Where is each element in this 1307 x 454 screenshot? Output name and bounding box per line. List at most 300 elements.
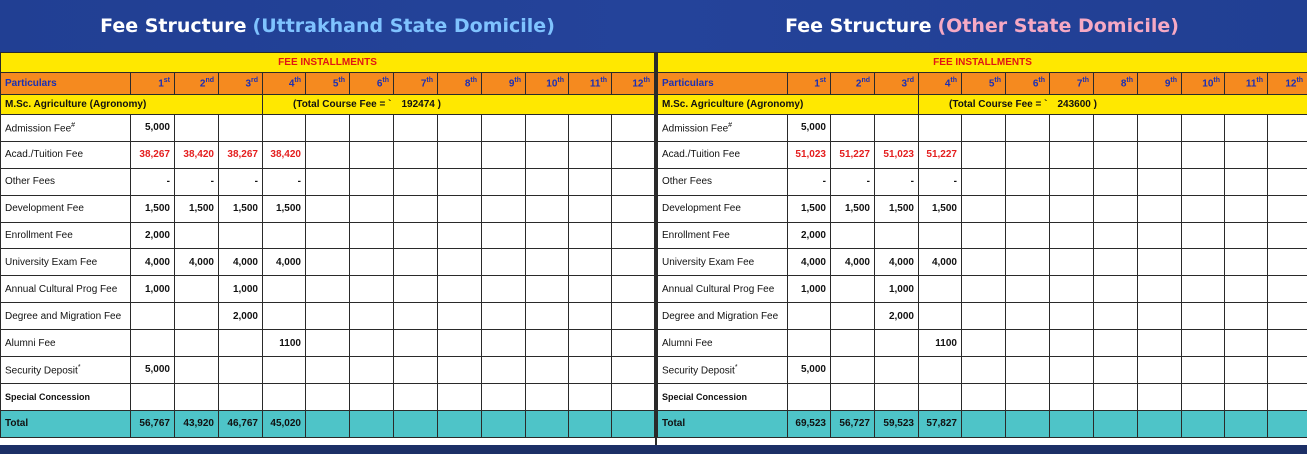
fee-cell <box>1138 141 1182 168</box>
fee-label-text: Other Fees <box>662 176 713 188</box>
fee-cell <box>1138 195 1182 222</box>
fee-label-text: Development Fee <box>662 203 741 215</box>
installment-number: 12 <box>632 78 644 90</box>
fee-row <box>658 303 1307 330</box>
total-label: Total <box>658 410 788 437</box>
fee-cell <box>526 276 569 303</box>
installment-suffix: rd <box>907 77 914 85</box>
fee-cell <box>350 222 394 249</box>
fee-cell <box>612 303 655 330</box>
fee-cell <box>394 303 438 330</box>
installment-suffix: th <box>1170 77 1177 85</box>
installment-suffix: st <box>819 77 826 85</box>
fee-cell <box>1094 249 1138 276</box>
total-course-fee-value: 192474 ) <box>401 99 441 110</box>
fee-cell <box>962 141 1006 168</box>
fee-cell: 51,227 <box>919 141 962 168</box>
fee-row-label <box>658 141 788 168</box>
fee-cell <box>962 357 1006 384</box>
fee-row-label <box>1 330 131 357</box>
fee-cell <box>306 383 350 410</box>
fee-cell <box>438 357 482 384</box>
fee-cell <box>438 383 482 410</box>
total-cell <box>1182 410 1225 437</box>
fee-cell <box>1094 195 1138 222</box>
fee-cell <box>350 168 394 195</box>
fee-cell <box>1050 168 1094 195</box>
fee-label-text: Special Concession <box>662 391 748 402</box>
installment-header-9 <box>1138 73 1182 95</box>
fee-cell: 4,000 <box>219 249 263 276</box>
fee-cell <box>875 222 919 249</box>
fee-label-mark: * <box>734 363 738 371</box>
installment-suffix: st <box>163 77 170 85</box>
fee-row <box>658 141 1307 168</box>
fee-label-text: Acad./Tuition Fee <box>662 149 741 161</box>
fee-cell <box>1225 195 1268 222</box>
installment-number: 9 <box>508 78 515 90</box>
fee-cell <box>612 141 655 168</box>
fee-cell <box>1050 195 1094 222</box>
installment-header-8 <box>438 73 482 95</box>
fee-installments-row <box>1 53 655 73</box>
fee-cell: 5,000 <box>788 357 831 384</box>
installment-header-11 <box>1225 73 1268 95</box>
fee-cell: 1,500 <box>875 195 919 222</box>
fee-cell <box>1138 115 1182 142</box>
fee-cell: 1,000 <box>875 276 919 303</box>
fee-cell <box>612 222 655 249</box>
total-cell <box>962 410 1006 437</box>
fee-cell <box>263 357 306 384</box>
fee-cell <box>1050 141 1094 168</box>
fee-cell <box>831 303 875 330</box>
fee-cell <box>482 383 526 410</box>
fee-cell <box>1268 168 1307 195</box>
fee-cell <box>263 383 306 410</box>
fee-cell <box>1138 249 1182 276</box>
installment-header-4 <box>919 73 962 95</box>
installment-suffix: th <box>557 77 564 85</box>
fee-cell <box>394 330 438 357</box>
fee-row <box>658 168 1307 195</box>
total-course-fee <box>919 95 1307 115</box>
fee-cell <box>175 330 219 357</box>
fee-cell <box>1182 330 1225 357</box>
fee-row <box>1 357 655 384</box>
fee-cell <box>394 383 438 410</box>
fee-cell: 1,500 <box>919 195 962 222</box>
fee-cell <box>1225 357 1268 384</box>
fee-cell <box>306 330 350 357</box>
installment-header-5 <box>306 73 350 95</box>
installment-number: 9 <box>1164 78 1171 90</box>
fee-cell <box>1182 357 1225 384</box>
fee-cell <box>394 357 438 384</box>
fee-cell <box>1094 168 1138 195</box>
fee-cell: 2,000 <box>788 222 831 249</box>
fee-cell: 1,500 <box>788 195 831 222</box>
fee-cell <box>350 115 394 142</box>
installment-number: 4 <box>944 78 951 90</box>
fee-cell <box>1006 330 1050 357</box>
fee-cell <box>306 357 350 384</box>
installment-header-3 <box>875 73 919 95</box>
fee-cell: 1,500 <box>263 195 306 222</box>
right-heading-main: Fee Structure <box>785 15 932 37</box>
fee-cell <box>1050 303 1094 330</box>
fee-cell <box>1050 222 1094 249</box>
fee-cell: 2,000 <box>875 303 919 330</box>
installment-suffix: nd <box>205 77 214 85</box>
fee-cell: 1,500 <box>175 195 219 222</box>
fee-row-label <box>1 115 131 142</box>
fee-row-label <box>1 141 131 168</box>
fee-cell <box>482 222 526 249</box>
right-fee-table <box>657 52 1307 438</box>
installment-header-8 <box>1094 73 1138 95</box>
installment-header-2 <box>175 73 219 95</box>
fee-cell <box>482 195 526 222</box>
fee-cell <box>1225 383 1268 410</box>
fee-cell <box>394 115 438 142</box>
fee-row <box>1 330 655 357</box>
fee-cell <box>919 115 962 142</box>
fee-cell <box>482 141 526 168</box>
installment-header-6 <box>1006 73 1050 95</box>
fee-cell: 51,023 <box>788 141 831 168</box>
fee-cell <box>526 222 569 249</box>
fee-row-label <box>658 222 788 249</box>
fee-cell <box>1268 195 1307 222</box>
fee-cell <box>1050 330 1094 357</box>
fee-cell <box>962 222 1006 249</box>
installment-suffix: th <box>994 77 1001 85</box>
fee-cell <box>1006 303 1050 330</box>
fee-cell: 5,000 <box>788 115 831 142</box>
fee-label-text: Special Concession <box>5 391 91 402</box>
fee-cell <box>350 141 394 168</box>
fee-cell <box>1006 249 1050 276</box>
right-heading <box>657 8 1307 44</box>
total-cell <box>1225 410 1268 437</box>
total-cell <box>569 410 612 437</box>
program-row <box>658 95 1307 115</box>
fee-cell <box>612 330 655 357</box>
installment-suffix: th <box>643 77 651 85</box>
fee-row-label <box>658 195 788 222</box>
installment-number: 7 <box>1076 78 1083 90</box>
fee-cell <box>1006 141 1050 168</box>
total-cell: 57,827 <box>919 410 962 437</box>
fee-row-label <box>1 303 131 330</box>
total-row <box>1 410 655 437</box>
fee-row <box>1 303 655 330</box>
fee-row-label <box>1 168 131 195</box>
fee-label-text: Security Deposit <box>662 365 735 377</box>
fee-cell <box>350 249 394 276</box>
fee-cell <box>438 222 482 249</box>
total-cell <box>1006 410 1050 437</box>
fee-cell: 4,000 <box>175 249 219 276</box>
fee-cell <box>1006 115 1050 142</box>
fee-cell <box>612 115 655 142</box>
fee-cell <box>175 115 219 142</box>
fee-cell <box>482 330 526 357</box>
fee-cell: 4,000 <box>831 249 875 276</box>
fee-cell <box>1006 383 1050 410</box>
installment-suffix: th <box>338 77 345 85</box>
fee-cell: 1,500 <box>131 195 175 222</box>
fee-cell <box>1182 222 1225 249</box>
fee-cell <box>526 383 569 410</box>
fee-row <box>658 249 1307 276</box>
fee-cell <box>526 168 569 195</box>
fee-cell <box>569 357 612 384</box>
fee-cell <box>526 357 569 384</box>
fee-cell <box>1138 303 1182 330</box>
fee-cell <box>350 383 394 410</box>
fee-cell <box>1094 303 1138 330</box>
total-cell <box>482 410 526 437</box>
fee-cell <box>1182 276 1225 303</box>
fee-cell <box>1182 141 1225 168</box>
installment-header-12 <box>1268 73 1307 95</box>
fee-cell <box>875 115 919 142</box>
fee-label-text: University Exam Fee <box>662 256 755 268</box>
installment-number: 2 <box>855 78 862 90</box>
fee-cell <box>962 303 1006 330</box>
fee-cell <box>482 357 526 384</box>
fee-cell: 38,267 <box>131 141 175 168</box>
fee-cell <box>569 276 612 303</box>
total-cell <box>1050 410 1094 437</box>
fee-cell <box>394 222 438 249</box>
installment-suffix: th <box>382 77 389 85</box>
fee-cell <box>1225 249 1268 276</box>
installment-header-7 <box>1050 73 1094 95</box>
fee-cell <box>1182 249 1225 276</box>
column-header-row <box>1 73 655 95</box>
particulars-header: Particulars <box>658 73 788 95</box>
fee-cell <box>350 357 394 384</box>
fee-cell: 1,000 <box>219 276 263 303</box>
fee-row-label <box>658 249 788 276</box>
installment-number: 7 <box>420 78 427 90</box>
installment-header-7 <box>394 73 438 95</box>
total-cell <box>350 410 394 437</box>
total-cell: 46,767 <box>219 410 263 437</box>
fee-cell <box>131 303 175 330</box>
fee-cell <box>875 330 919 357</box>
fee-cell <box>306 141 350 168</box>
installment-number: 5 <box>332 78 339 90</box>
column-header-row <box>658 73 1307 95</box>
fee-cell <box>569 303 612 330</box>
fee-cell <box>1138 330 1182 357</box>
installment-number: 10 <box>546 78 558 90</box>
installment-header-4 <box>263 73 306 95</box>
installment-suffix: rd <box>251 77 258 85</box>
fee-cell: 1,000 <box>131 276 175 303</box>
fee-label-text: Degree and Migration Fee <box>5 310 122 322</box>
fee-row <box>658 195 1307 222</box>
fee-cell <box>1094 222 1138 249</box>
total-row <box>658 410 1307 437</box>
left-heading-main: Fee Structure <box>100 15 247 37</box>
fee-cell <box>526 330 569 357</box>
program-name: M.Sc. Agriculture (Agronomy) <box>1 95 263 115</box>
installment-suffix: th <box>514 77 521 85</box>
fee-cell <box>962 330 1006 357</box>
total-cell <box>1268 410 1307 437</box>
installment-header-9 <box>482 73 526 95</box>
fee-cell: 38,420 <box>263 141 306 168</box>
installment-number: 10 <box>1202 78 1214 90</box>
installment-header-5 <box>962 73 1006 95</box>
fee-row <box>1 141 655 168</box>
fee-cell <box>875 357 919 384</box>
fee-cell: - <box>919 168 962 195</box>
fee-cell <box>263 222 306 249</box>
fee-row <box>1 195 655 222</box>
fee-cell <box>1006 168 1050 195</box>
installment-number: 2 <box>199 78 206 90</box>
fee-label-text: Alumni Fee <box>662 337 713 349</box>
fee-installments-row <box>658 53 1307 73</box>
total-course-fee <box>263 95 655 115</box>
fee-cell <box>175 222 219 249</box>
fee-row-label <box>658 357 788 384</box>
fee-cell <box>1094 330 1138 357</box>
fee-cell <box>1182 195 1225 222</box>
fee-label-mark: * <box>77 363 81 371</box>
fee-cell <box>219 357 263 384</box>
fee-cell <box>962 383 1006 410</box>
fee-row-label <box>1 383 131 410</box>
installment-header-10 <box>526 73 569 95</box>
fee-cell <box>1138 168 1182 195</box>
fee-cell <box>612 276 655 303</box>
fee-cell <box>1006 357 1050 384</box>
fee-cell <box>1225 168 1268 195</box>
fee-cell: - <box>788 168 831 195</box>
installment-number: 5 <box>988 78 995 90</box>
fee-cell <box>1268 141 1307 168</box>
fee-cell <box>1050 276 1094 303</box>
installment-number: 3 <box>901 78 907 90</box>
fee-cell <box>612 357 655 384</box>
fee-label-text: Annual Cultural Prog Fee <box>5 283 118 295</box>
fee-label-text: Enrollment Fee <box>5 230 73 241</box>
fee-cell <box>438 249 482 276</box>
fee-cell <box>962 195 1006 222</box>
installment-header-2 <box>831 73 875 95</box>
fee-cell <box>263 115 306 142</box>
fee-cell <box>1268 357 1307 384</box>
fee-cell <box>612 383 655 410</box>
fee-cell <box>962 276 1006 303</box>
installment-number: 6 <box>376 78 383 90</box>
bottom-strip <box>0 445 1307 454</box>
installment-number: 4 <box>288 78 295 90</box>
fee-cell <box>219 222 263 249</box>
fee-cell <box>394 195 438 222</box>
fee-row <box>1 276 655 303</box>
fee-cell <box>612 168 655 195</box>
fee-cell <box>569 115 612 142</box>
fee-cell <box>569 168 612 195</box>
fee-cell <box>526 303 569 330</box>
fee-cell <box>962 115 1006 142</box>
fee-cell <box>350 195 394 222</box>
fee-cell <box>1225 115 1268 142</box>
total-cell: 59,523 <box>875 410 919 437</box>
fee-cell: 4,000 <box>263 249 306 276</box>
fee-cell: - <box>875 168 919 195</box>
fee-cell <box>1050 357 1094 384</box>
fee-row-label <box>658 276 788 303</box>
fee-cell <box>875 383 919 410</box>
fee-cell: 51,227 <box>831 141 875 168</box>
total-cell <box>394 410 438 437</box>
fee-cell <box>788 303 831 330</box>
total-cell <box>612 410 655 437</box>
installment-suffix: th <box>950 77 957 85</box>
fee-cell <box>482 303 526 330</box>
fee-cell <box>263 303 306 330</box>
fee-row <box>658 276 1307 303</box>
fee-cell <box>569 222 612 249</box>
fee-cell <box>394 141 438 168</box>
fee-cell <box>1182 115 1225 142</box>
fee-cell: 5,000 <box>131 115 175 142</box>
fee-cell <box>1268 276 1307 303</box>
fee-cell <box>1094 115 1138 142</box>
fee-label-mark: # <box>71 121 76 129</box>
fee-cell <box>438 303 482 330</box>
installment-number: 11 <box>1245 78 1257 90</box>
fee-cell <box>438 330 482 357</box>
fee-cell <box>350 276 394 303</box>
fee-cell <box>438 141 482 168</box>
total-course-fee-label: (Total Course Fee = ` <box>293 99 392 110</box>
program-name: M.Sc. Agriculture (Agronomy) <box>658 95 919 115</box>
left-heading <box>0 8 655 44</box>
installment-number: 1 <box>814 78 820 90</box>
fee-cell <box>482 276 526 303</box>
installment-number: 12 <box>1285 78 1297 90</box>
fee-cell <box>394 249 438 276</box>
fee-cell: 4,000 <box>788 249 831 276</box>
installment-number: 8 <box>464 78 471 90</box>
fee-cell: 5,000 <box>131 357 175 384</box>
left-fee-table-panel <box>0 52 655 445</box>
fee-row-label <box>1 222 131 249</box>
fee-cell <box>306 222 350 249</box>
fee-cell: 38,267 <box>219 141 263 168</box>
fee-cell <box>306 276 350 303</box>
total-cell <box>1094 410 1138 437</box>
fee-cell <box>831 357 875 384</box>
fee-cell <box>175 303 219 330</box>
fee-cell <box>219 383 263 410</box>
fee-cell <box>1094 141 1138 168</box>
fee-cell <box>831 383 875 410</box>
fee-cell <box>526 141 569 168</box>
fee-cell <box>1006 222 1050 249</box>
total-cell: 45,020 <box>263 410 306 437</box>
